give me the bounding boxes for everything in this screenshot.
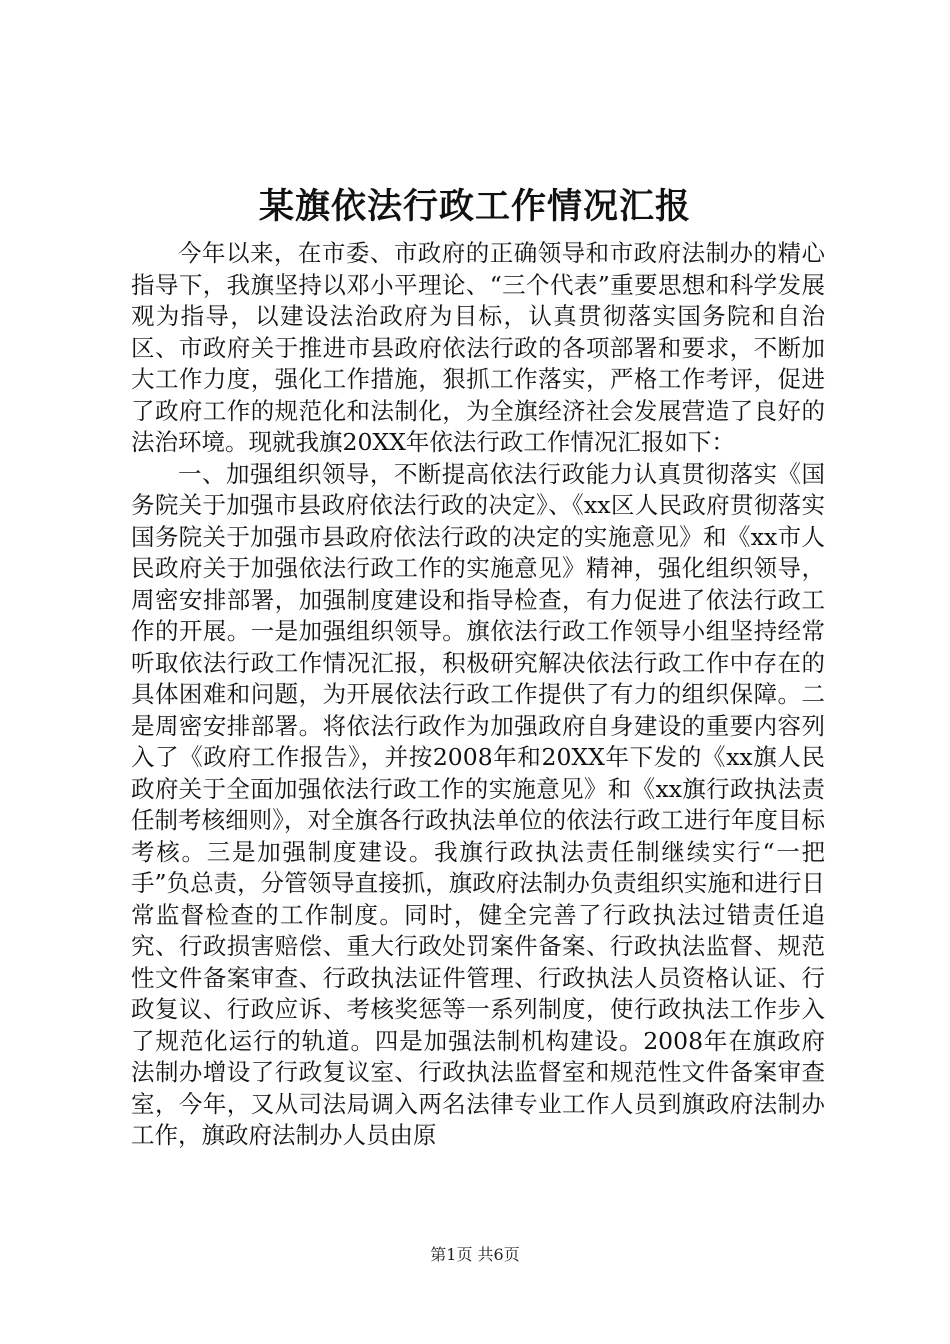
page-footer: 第1页 共6页 (430, 1245, 520, 1264)
document-body (131, 238, 825, 1152)
paragraph-section-one: 一、加强组织领导，不断提高依法行政能力认真贯彻落实《国务院关于加强市县政府依法行政的决定》、《xx区人民政府贯彻落实国务院关于加强市县政府依法行政的决定的实施意见》和《xx市人民政府关于加强依法行政工作的实施意见》精神，强化组织领导，周密安排部署，加强制度建设和指导检查，有力促进了依法行政工作的开展。一是加强组织领导。旗依法行政工作领导小组坚持经常听取依法行政工作情况汇报，积极研究解决依法行政工作中存在的具体困难和问题，为开展依法行政工作提供了有力的组织保障。二是周密安排部署。将依法行政作为加强政府自身建设的重要内容列入了《政府工作报告》，并按2008年和20XX年下发的《xx旗人民政府关于全面加强依法行政工作的实施意见》和《xx旗行政执法责任制考核细则》，对全旗各行政执法单位的依法行政工进行年度目标考核。三是加强制度建设。我旗行政执法责任制继续实行“一把手”负总责，分管领导直接抓，旗政府法制办负责组织实施和进行日常监督检查的工作制度。同时，健全完善了行政执法过错责任追究、行政损害赔偿、重大行政处罚案件备案、行政执法监督、规范性文件备案审查、行政执法证件管理、行政执法人员资格认证、行政复议、行政应诉、考核奖惩等一系列制度，使行政执法工作步入了规范化运行的轨道。四是加强法制机构建设。2008年在旗政府法制办增设了行政复议室、行政执法监督室和规范性文件备案审查室，今年，又从司法局调入两名法律专业工作人员到旗政府法制办工作，旗政府法制办人员由原 (131, 459, 825, 1149)
document-title: 某旗依法行政工作情况汇报 (258, 186, 691, 227)
paragraph-intro: 今年以来，在市委、市政府的正确领导和市政府法制办的精心指导下，我旗坚持以邓小平理论、“三个代表”重要思想和科学发展观为指导，以建设法治政府为目标，认真贯彻落实国务院和自治区、市政府关于推进市县政府依法行政的各项部署和要求，不断加大工作力度，强化工作措施，狠抓工作落实，严格工作考评，促进了政府工作的规范化和法制化，为全旗经济社会发展营造了良好的法治环境。现就我旗20XX年依法行政工作情况汇报如下： (131, 239, 825, 456)
